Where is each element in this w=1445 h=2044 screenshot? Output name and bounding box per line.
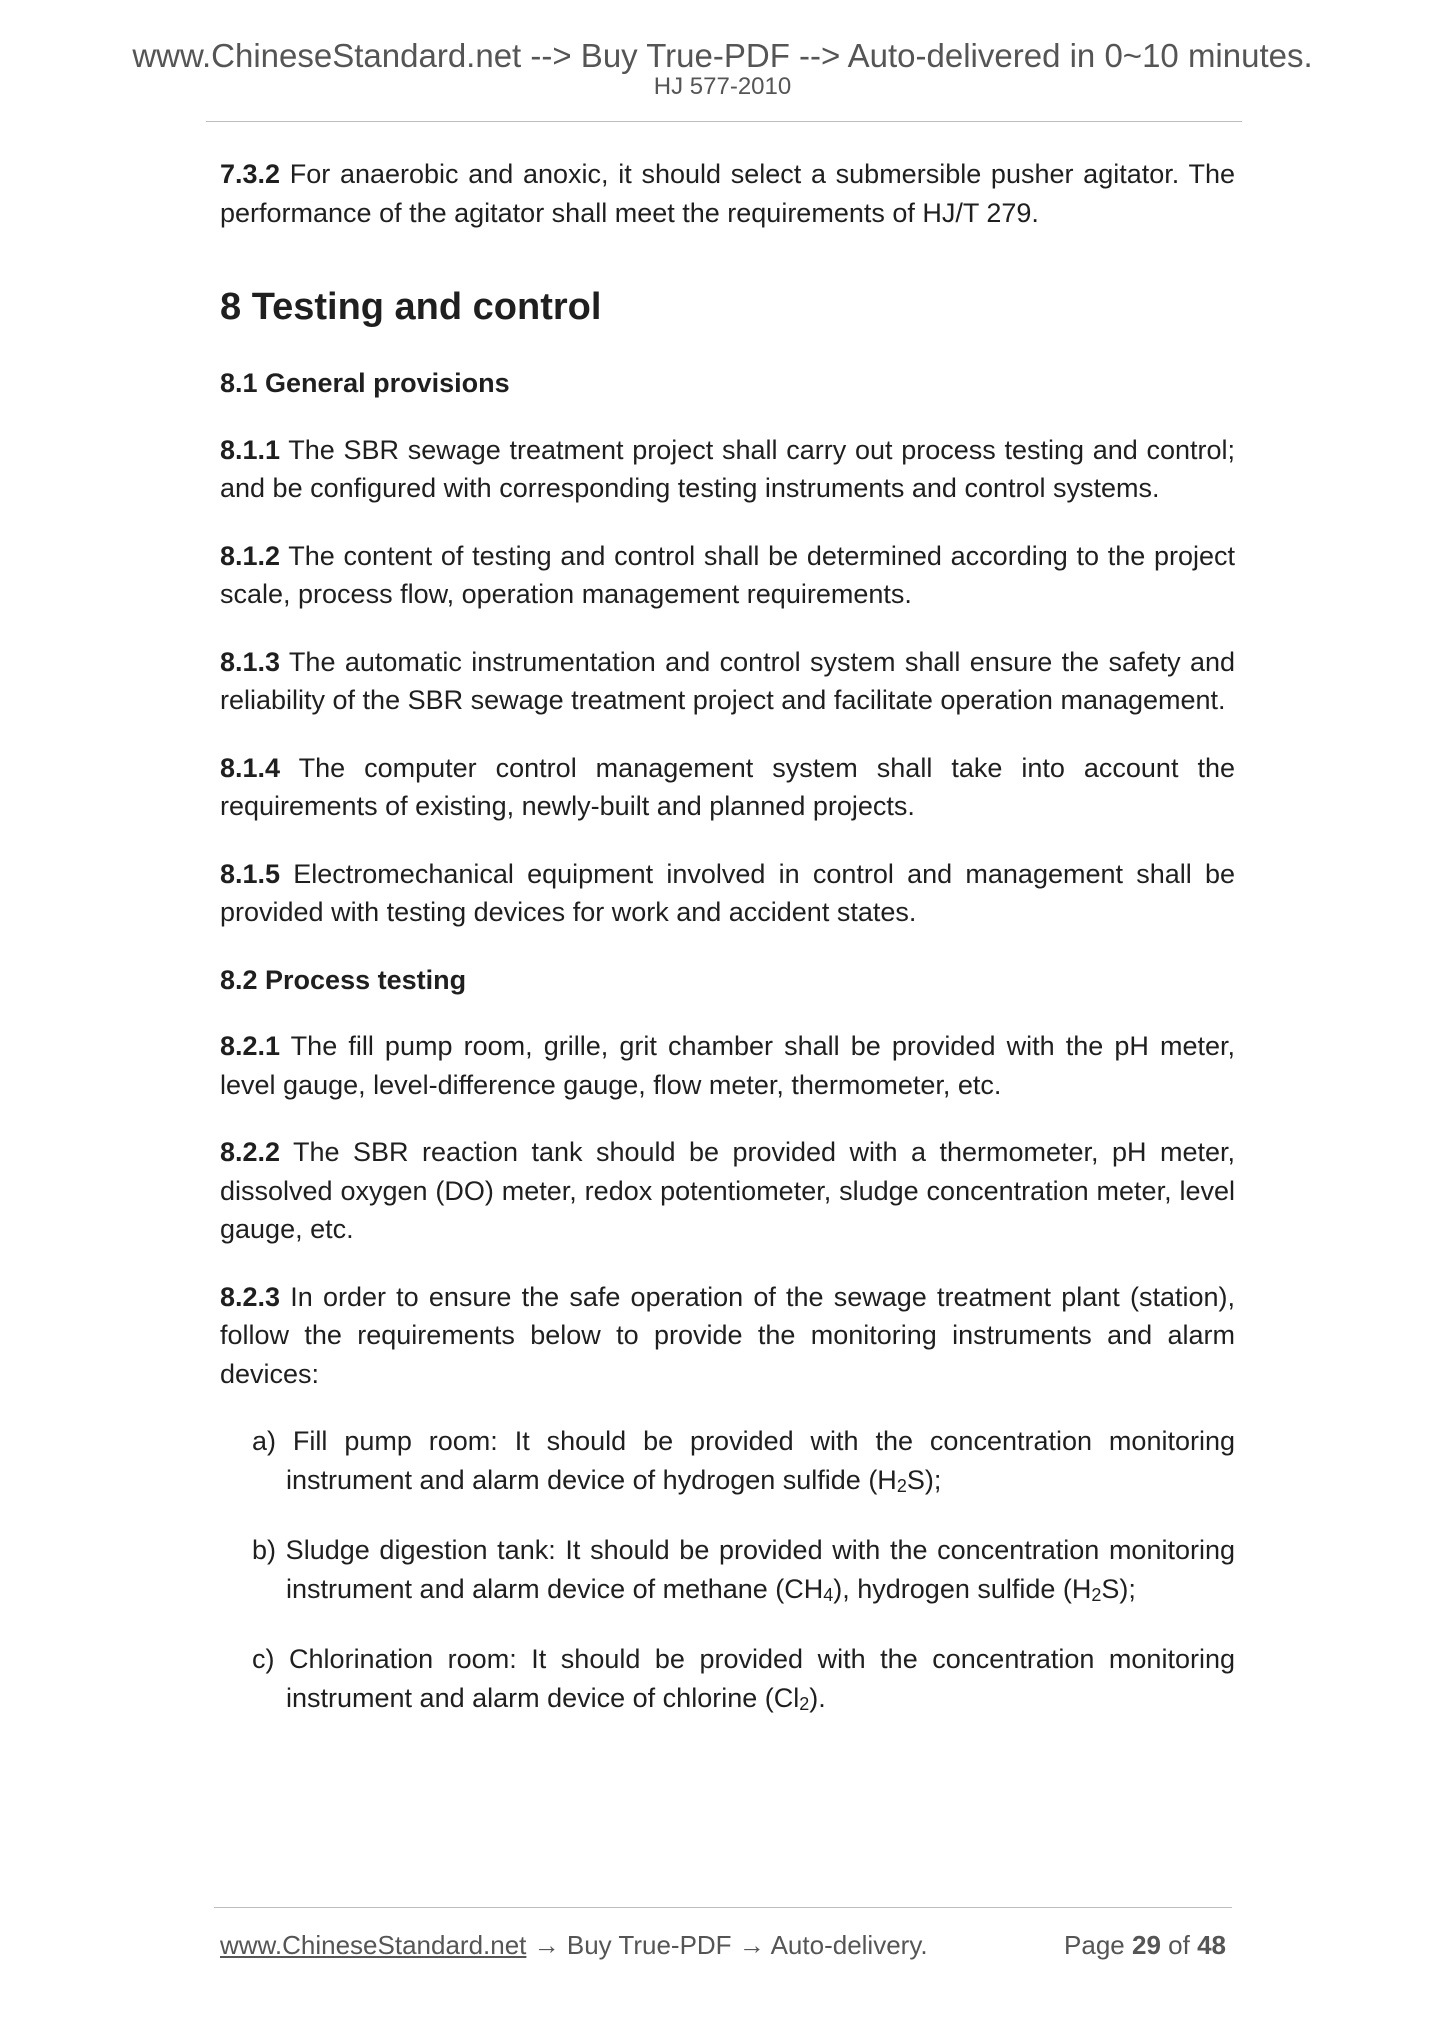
section-heading-8: 8 Testing and control xyxy=(220,286,602,328)
clause-text: The fill pump room, grille, grit chamber shall be provided with the pH meter, level gauge, level-difference gauge, flow meter, thermometer, etc. xyxy=(220,1031,1235,1100)
list-item-text: a) Fill pump room: It should be provided with the concentration monitoring instrument and alarm device of hydrogen sulfide (H xyxy=(252,1426,1235,1495)
clause-text: The automatic instrumentation and control system shall ensure the safety and reliability of the SBR sewage treatment project and facilitate operation management. xyxy=(220,646,1235,715)
clause-text: In order to ensure the safe operation of the sewage treatment plant (station), follow the requirements below to provide the monitoring instruments and alarm devices: xyxy=(220,1281,1235,1389)
page-total: 48 xyxy=(1197,1930,1226,1960)
subscript: 2 xyxy=(799,1693,810,1714)
list-item-text: c) Chlorination room: It should be provided with the concentration monitoring instrument and alarm device of chlorine (Cl xyxy=(252,1644,1235,1713)
clause-text: Electromechanical equipment involved in control and management shall be provided with testing devices for work and accident states. xyxy=(220,858,1235,927)
document-body xyxy=(220,155,1235,1749)
page-indicator xyxy=(1064,1930,1226,1961)
clause-text: The SBR reaction tank should be provided with a thermometer, pH meter, dissolved oxygen (DO) meter, redox potentiometer, sludge concentration meter, level gauge, etc. xyxy=(220,1137,1235,1244)
footer-auto-text: Auto-delivery. xyxy=(770,1930,928,1960)
arrow-right-icon: → xyxy=(526,1930,567,1960)
doc-code: HJ 577-2010 xyxy=(653,73,792,100)
clause-text: For anaerobic and anoxic, it should select a submersible pusher agitator. The performance of the agitator shall meet the requirements of HJ/T 279. xyxy=(220,159,1235,228)
clause-number: 8.1.1 xyxy=(220,434,281,465)
clause-number: 7.3.2 xyxy=(220,159,281,189)
clause-number: 8.1.3 xyxy=(220,646,281,677)
clause-number: 8.1.2 xyxy=(220,540,281,571)
list-item-b xyxy=(252,1531,1235,1611)
clause-number: 8.2.1 xyxy=(220,1031,281,1061)
clause-number: 8.1.4 xyxy=(220,752,281,783)
footer-promo xyxy=(220,1930,928,1961)
subscript: 2 xyxy=(1091,1584,1102,1605)
clause-7-3-2 xyxy=(220,155,1235,232)
clause-8-1-4 xyxy=(220,749,1235,826)
subsection-heading-8-1: 8.1 General provisions xyxy=(220,368,510,398)
list-item-text: b) Sludge digestion tank: It should be provided with the concentration monitoring instrument and alarm device of methane (CH xyxy=(252,1535,1235,1604)
footer-buy-text: Buy True-PDF xyxy=(566,1930,732,1960)
clause-8-1-3 xyxy=(220,643,1235,720)
top-banner: www.ChineseStandard.net --> Buy True-PDF --> Auto-delivered in 0~10 minutes. xyxy=(132,37,1313,74)
clause-text: The content of testing and control shall be determined according to the project scale, process flow, operation management requirements. xyxy=(220,540,1235,609)
clause-8-1-5 xyxy=(220,855,1235,932)
list-item-end: S); xyxy=(1101,1573,1136,1604)
clause-8-2-2 xyxy=(220,1133,1235,1249)
subscript: 2 xyxy=(896,1475,907,1496)
clause-text: The computer control management system shall take into account the requirements of existing, newly-built and planned projects. xyxy=(220,752,1235,821)
page-label: Page xyxy=(1064,1930,1125,1960)
page-number: 29 xyxy=(1132,1930,1161,1960)
list-item-mid: ), hydrogen sulfide (H xyxy=(833,1573,1092,1604)
subsection-heading-8-2: 8.2 Process testing xyxy=(220,964,467,995)
clause-8-2-3 xyxy=(220,1278,1235,1394)
clause-8-2-1 xyxy=(220,1027,1235,1104)
list-item-end: ). xyxy=(809,1682,826,1713)
footer-divider xyxy=(214,1907,1232,1908)
list-item-a xyxy=(252,1422,1235,1502)
clause-text: The SBR sewage treatment project shall carry out process testing and control; and be configured with corresponding testing instruments and control systems. xyxy=(220,434,1235,503)
clause-number: 8.2.3 xyxy=(220,1281,281,1312)
list-item-c xyxy=(252,1640,1235,1720)
list-item-end: S); xyxy=(906,1464,942,1495)
arrow-right-icon: → xyxy=(731,1930,771,1960)
clause-8-1-1 xyxy=(220,431,1235,508)
header-divider xyxy=(206,121,1242,122)
subscript: 4 xyxy=(823,1584,834,1605)
clause-number: 8.1.5 xyxy=(220,858,281,889)
footer-site-link[interactable]: www.ChineseStandard.net xyxy=(220,1930,527,1960)
clause-8-1-2 xyxy=(220,537,1235,614)
of-label: of xyxy=(1168,1930,1190,1960)
clause-number: 8.2.2 xyxy=(220,1137,281,1167)
